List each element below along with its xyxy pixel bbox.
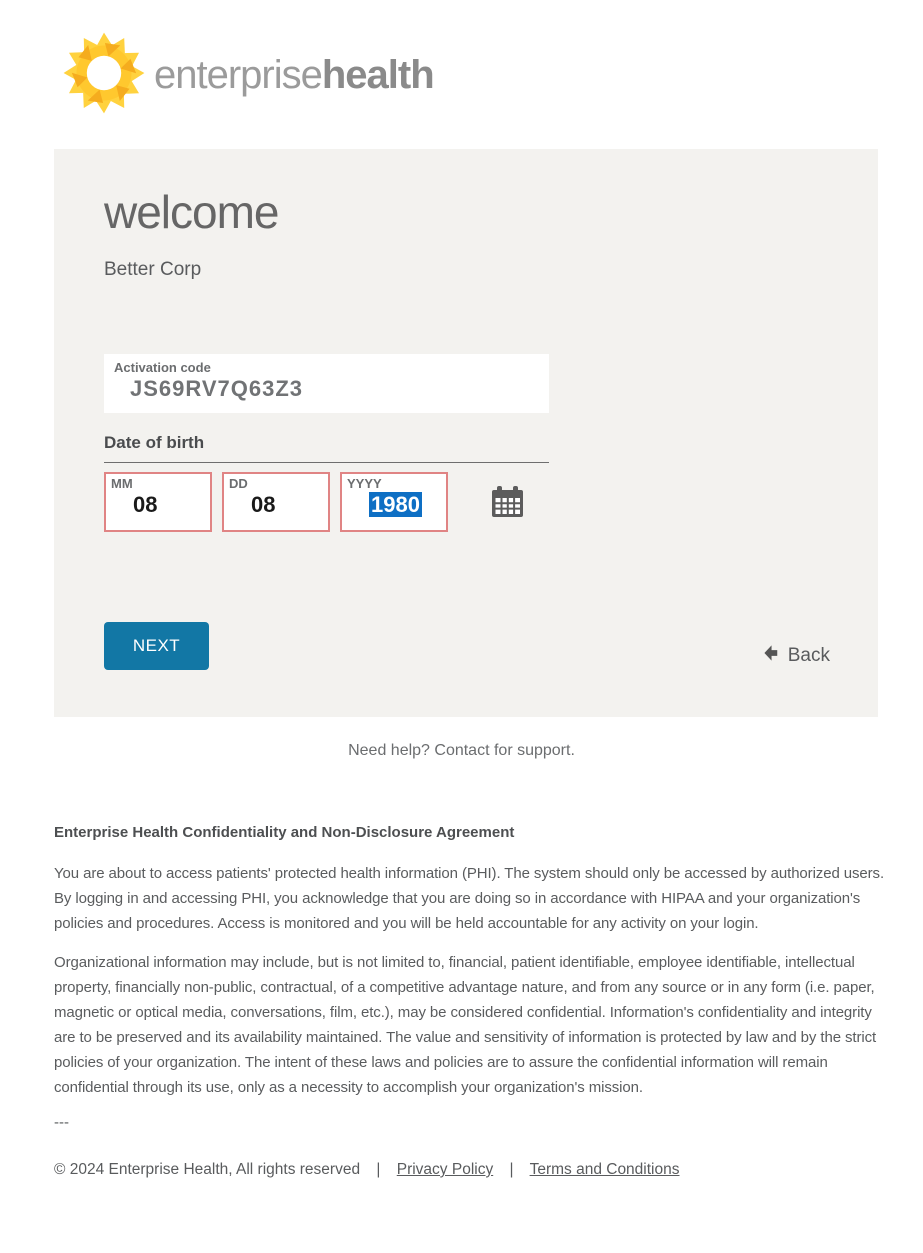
agreement-title: Enterprise Health Confidentiality and Non-Disclosure Agreement bbox=[54, 824, 515, 841]
copyright-text: © 2024 Enterprise Health, All rights reserved bbox=[54, 1161, 361, 1178]
dob-month-value: 08 bbox=[133, 492, 158, 517]
dob-day-input[interactable] bbox=[222, 472, 330, 532]
brand-wordmark bbox=[154, 55, 434, 95]
dob-year-label: YYYY bbox=[347, 476, 382, 491]
sunburst-logo-icon bbox=[58, 30, 150, 121]
dob-day-label: DD bbox=[229, 476, 248, 491]
back-link-label: Back bbox=[787, 645, 830, 666]
agreement-section bbox=[54, 824, 890, 1131]
footer-separator: | bbox=[376, 1161, 381, 1178]
activation-code-label: Activation code bbox=[114, 360, 211, 375]
dob-month-input[interactable] bbox=[104, 472, 212, 532]
dob-year-value bbox=[347, 492, 441, 518]
next-button[interactable]: NEXT bbox=[104, 622, 209, 670]
agreement-paragraph-1: You are about to access patients' protected health information (PHI). The system should only be accessed by authorized users. By logging in and accessing PHI, you acknowledge that you are doing so in accordance with HIPAA and your organization's policies and procedures. Access is monitored and you will be held accountable for any activity on your login. bbox=[54, 865, 885, 932]
activation-code-field[interactable] bbox=[104, 354, 549, 413]
help-text: Need help? Contact for support. bbox=[348, 742, 575, 759]
back-link[interactable] bbox=[763, 644, 830, 668]
dob-row bbox=[104, 472, 830, 532]
enterprise-health-logo bbox=[0, 0, 923, 116]
dob-label: Date of birth bbox=[104, 433, 549, 463]
agreement-paragraph-2: Organizational information may include, but is not limited to, financial, patient identifiable, employee identifiable, intellectual property, financially non-public, contractual, of a competitive advantage nature, and from any source or in any form (i.e. paper, magnetic or optical media, conversations, film, etc.), may be considered confidential. Information's confidentiality and integrity are to be preserved and its availability maintained. The value and sensitivity of information is protected by law and by the strict policies of your organization. The intent of these laws and policies are to assure the confidential information will remain confidential through its use, only as a necessity to accomplish your organization's mission. bbox=[54, 954, 877, 1096]
terms-and-conditions-link[interactable]: Terms and Conditions bbox=[529, 1161, 680, 1178]
dob-day-value: 08 bbox=[251, 492, 276, 517]
welcome-panel bbox=[54, 149, 878, 717]
dob-month-label: MM bbox=[111, 476, 133, 491]
footer bbox=[54, 1161, 923, 1179]
agreement-separator: --- bbox=[54, 1114, 69, 1131]
privacy-policy-link[interactable]: Privacy Policy bbox=[396, 1161, 494, 1178]
dob-year-selected-text: 1980 bbox=[371, 492, 420, 517]
page-title: welcome bbox=[104, 186, 279, 238]
back-arrow-icon bbox=[763, 644, 782, 668]
actions-row bbox=[104, 622, 830, 670]
activation-code-value: JS69RV7Q63Z3 bbox=[130, 376, 304, 401]
dob-year-input[interactable] bbox=[340, 472, 448, 532]
footer-separator: | bbox=[509, 1161, 514, 1178]
brand-enterprise: enterprise bbox=[154, 53, 322, 97]
company-name: Better Corp bbox=[104, 259, 202, 280]
brand-health: health bbox=[321, 53, 434, 97]
calendar-icon[interactable] bbox=[491, 486, 525, 519]
